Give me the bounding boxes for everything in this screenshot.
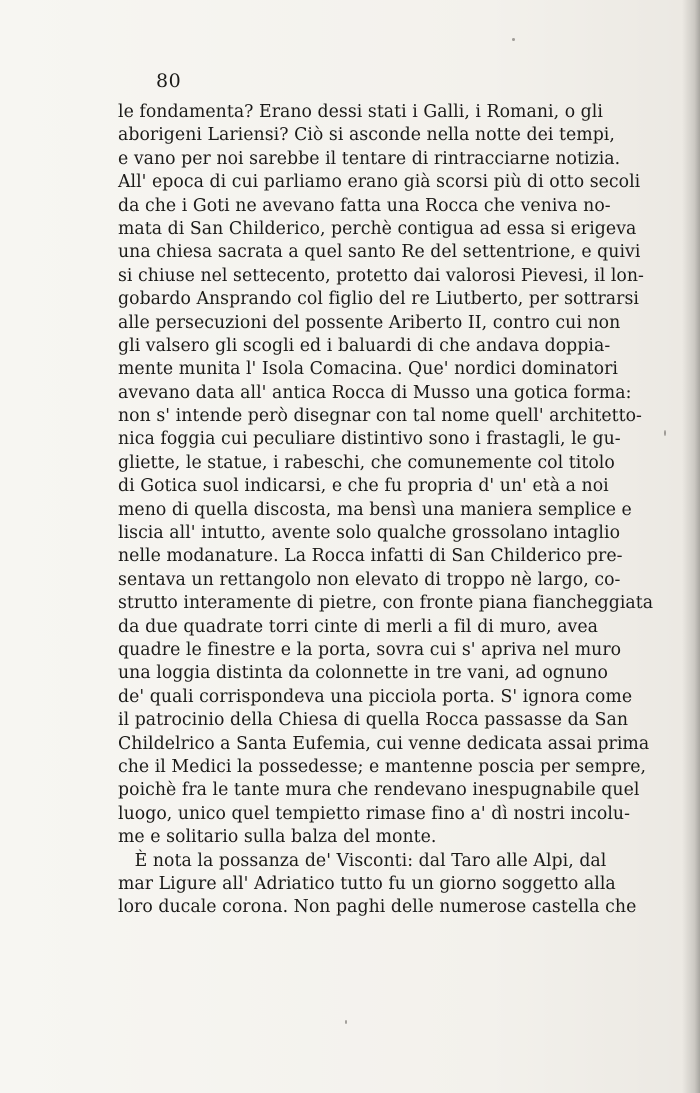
text-line: sentava un rettangolo non elevato di troppo nè largo, co- <box>118 569 621 590</box>
paper-speck <box>345 1020 347 1024</box>
text-line: luogo, unico quel tempietto rimase fino a' dì nostri incolu- <box>118 803 630 824</box>
text-line: avevano data all' antica Rocca di Musso una gotica forma: <box>118 382 632 403</box>
text-line: loro ducale corona. Non paghi delle numerose castella che <box>118 897 637 918</box>
text-line: quadre le finestre e la porta, sovra cui s' apriva nel muro <box>118 639 622 660</box>
text-line: il patrocinio della Chiesa di quella Rocca passasse da San <box>118 710 629 731</box>
text-line: mar Ligure all' Adriatico tutto fu un giorno soggetto alla <box>118 873 616 894</box>
text-line: e vano per noi sarebbe il tentare di rintracciarne notizia. <box>118 148 621 169</box>
text-line: mente munita l' Isola Comacina. Que' nordici dominatori <box>118 359 619 380</box>
text-line: All' epoca di cui parliamo erano già scorsi più di otto secoli <box>118 172 641 193</box>
text-line: poichè fra le tante mura che rendevano inespugnabile quel <box>118 780 640 801</box>
text-line: una loggia distinta da colonnette in tre vani, ad ognuno <box>118 663 608 684</box>
text-line: nica foggia cui peculiare distintivo sono i frastagli, le gu- <box>118 429 621 450</box>
text-line: una chiesa sacrata a quel santo Re del settentrione, e quivi <box>118 242 641 263</box>
text-line: Childelrico a Santa Eufemia, cui venne dedicata assai prima <box>118 733 650 754</box>
text-line: che il Medici la possedesse; e mantenne poscia per sempre, <box>118 756 647 777</box>
text-line: meno di quella discosta, ma bensì una maniera semplice e <box>118 499 632 520</box>
text-line: gli valsero gli scogli ed i baluardi di che andava doppia- <box>118 335 611 356</box>
text-line: liscia all' intutto, avente solo qualche grossolano intaglio <box>118 523 621 544</box>
text-line: di Gotica suol indicarsi, e che fu propria d' un' età a noi <box>118 476 609 497</box>
text-line: alle persecuzioni del possente Ariberto II, contro cui non <box>118 312 621 333</box>
text-line: si chiuse nel settecento, protetto dai valorosi Pievesi, il lon- <box>118 265 644 286</box>
text-line: nelle modanature. La Rocca infatti di San Childerico pre- <box>118 546 623 567</box>
paper-speck <box>512 38 515 41</box>
text-line: de' quali corrispondeva una picciola porta. S' ignora come <box>118 686 633 707</box>
body-text <box>118 101 654 920</box>
text-line-paragraph-start: È nota la possanza de' Visconti: dal Taro alle Alpi, dal <box>118 850 607 871</box>
text-line: aborigeni Lariensi? Ciò si asconde nella notte dei tempi, <box>118 125 615 146</box>
text-line-paragraph-end: me e solitario sulla balza del monte. <box>118 827 437 848</box>
text-line: strutto interamente di pietre, con fronte piana fiancheggiata <box>118 593 654 614</box>
text-line: gobardo Ansprando col figlio del re Liutberto, per sottrarsi <box>118 289 639 310</box>
page-number: 80 <box>156 70 182 92</box>
paper-speck <box>664 430 666 436</box>
text-line: gliette, le statue, i rabeschi, che comunemente col titolo <box>118 452 615 473</box>
page-edge-shadow <box>682 0 700 1093</box>
text-line: da due quadrate torri cinte di merli a fil di muro, avea <box>118 616 598 637</box>
text-line: non s' intende però disegnar con tal nome quell' architetto- <box>118 406 642 427</box>
text-line: mata di San Childerico, perchè contigua ad essa si erigeva <box>118 218 637 239</box>
text-line: le fondamenta? Erano dessi stati i Galli, i Romani, o gli <box>118 102 603 122</box>
text-line: da che i Goti ne avevano fatta una Rocca che veniva no- <box>118 195 611 216</box>
